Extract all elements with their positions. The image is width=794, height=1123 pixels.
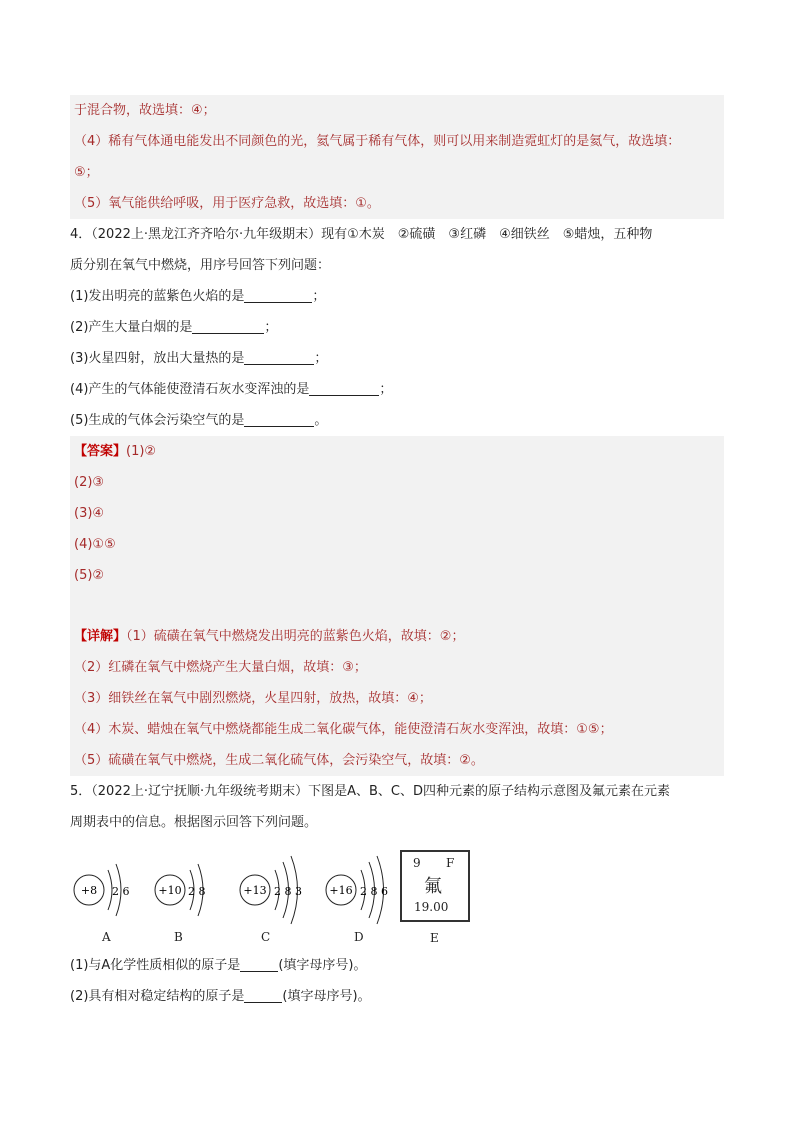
atom-a-nucleus: +8 xyxy=(80,884,98,897)
answer-blank[interactable] xyxy=(244,410,314,427)
element-card-fluorine xyxy=(400,850,470,922)
q5-item-1: (1)与A化学性质相似的原子是 (填字母序号)。 xyxy=(70,950,724,981)
q4-detail-4: （4）木炭、蜡烛在氧气中燃烧都能生成二氧化碳气体，能使澄清石灰水变浑浊，故填：①⑤； xyxy=(74,722,613,737)
q4-answer-2: (2)③ xyxy=(74,475,105,490)
q4-item-3: (3)火星四射，放出大量热的是 ； xyxy=(70,343,724,374)
q4-item-2: (2)产生大量白烟的是 ； xyxy=(70,312,724,343)
atom-b-label: B xyxy=(174,930,183,944)
answer-blank[interactable] xyxy=(192,317,264,334)
answer-blank[interactable] xyxy=(240,955,278,972)
atom-a-label: A xyxy=(102,930,111,944)
q4-item-1: (1)发出明亮的蓝紫色火焰的是 ； xyxy=(70,281,724,312)
element-symbol: F xyxy=(446,856,455,870)
question-5-items xyxy=(70,950,724,1012)
q4-answer-1: 【答案】(1)② xyxy=(74,444,157,459)
element-e-label: E xyxy=(430,931,439,945)
prev-line-4: （5）氧气能供给呼吸，用于医疗急救，故选填：①。 xyxy=(74,196,380,211)
answer-blank[interactable] xyxy=(244,348,314,365)
atom-c-diagram xyxy=(240,856,302,924)
q4-detail-5: （5）硫磺在氧气中燃烧，生成二氧化硫气体，会污染空气，故填：②。 xyxy=(74,753,484,768)
document-page xyxy=(70,95,724,838)
prev-answer-block xyxy=(70,95,724,219)
q4-detail-3: （3）细铁丝在氧气中剧烈燃烧，火星四射，放热，故填：④； xyxy=(74,691,432,706)
q4-answer-3: (3)④ xyxy=(74,506,105,521)
q5-item-2: (2)具有相对稳定结构的原子是 (填字母序号)。 xyxy=(70,981,724,1012)
atom-a-diagram xyxy=(74,864,130,916)
atomic-number: 9 xyxy=(413,856,421,870)
q4-answer-block xyxy=(70,436,724,776)
atom-d-shells: 2 8 6 xyxy=(360,885,388,898)
q4-detail-2: （2）红磷在氧气中燃烧产生大量白烟，故填：③； xyxy=(74,660,367,675)
q4-detail-1: 【详解】（1）硫磺在氧气中燃烧发出明亮的蓝紫色火焰，故填：②； xyxy=(74,629,465,644)
q4-item-5: (5)生成的气体会污染空气的是 。 xyxy=(70,405,724,436)
q4-answer-4: (4)①⑤ xyxy=(74,537,116,552)
atom-d-diagram xyxy=(326,856,388,924)
question-4 xyxy=(70,219,724,436)
atom-c-nucleus: +13 xyxy=(243,884,267,897)
q5-stem-2: 周期表中的信息。根据图示回答下列问题。 xyxy=(70,815,318,830)
atom-b-shells: 2 8 xyxy=(188,885,206,898)
spacer xyxy=(70,591,724,621)
atomic-mass: 19.00 xyxy=(414,900,449,914)
atom-b-nucleus: +10 xyxy=(158,884,182,897)
q5-stem-1: 5．（2022上·辽宁抚顺·九年级统考期末）下图是A、B、C、D四种元素的原子结构示意图及氟元素在元素 xyxy=(70,784,671,799)
answer-blank[interactable] xyxy=(309,379,379,396)
answer-blank[interactable] xyxy=(244,986,282,1003)
atom-b-diagram xyxy=(155,864,206,916)
question-5 xyxy=(70,776,724,838)
atom-d-label: D xyxy=(354,930,364,944)
prev-line-3: ⑤； xyxy=(74,165,99,180)
answer-blank[interactable] xyxy=(244,286,312,303)
q4-stem-2: 质分别在氧气中燃烧，用序号回答下列问题： xyxy=(70,258,331,273)
answer-tag: 【答案】 xyxy=(74,444,127,459)
q4-answer-5: (5)② xyxy=(74,568,105,583)
detail-tag: 【详解】 xyxy=(74,629,127,644)
element-name: 氟 xyxy=(424,876,442,897)
q4-item-4: (4)产生的气体能使澄清石灰水变浑浊的是 ； xyxy=(70,374,724,405)
prev-line-2: （4）稀有气体通电能发出不同颜色的光，氦气属于稀有气体，则可以用来制造霓虹灯的是氦气，故选填： xyxy=(74,134,681,149)
prev-line-1: 于混合物，故选填：④； xyxy=(74,103,216,118)
q4-stem-1: 4．（2022上·黑龙江齐齐哈尔·九年级期末）现有①木炭 ②硫磺 ③红磷 ④细铁丝 ⑤蜡烛，五种物 xyxy=(70,227,653,242)
atom-c-label: C xyxy=(261,930,271,944)
atom-d-nucleus: +16 xyxy=(329,884,353,897)
atom-c-shells: 2 8 3 xyxy=(274,885,302,898)
atom-a-shells: 2 6 xyxy=(112,885,130,898)
